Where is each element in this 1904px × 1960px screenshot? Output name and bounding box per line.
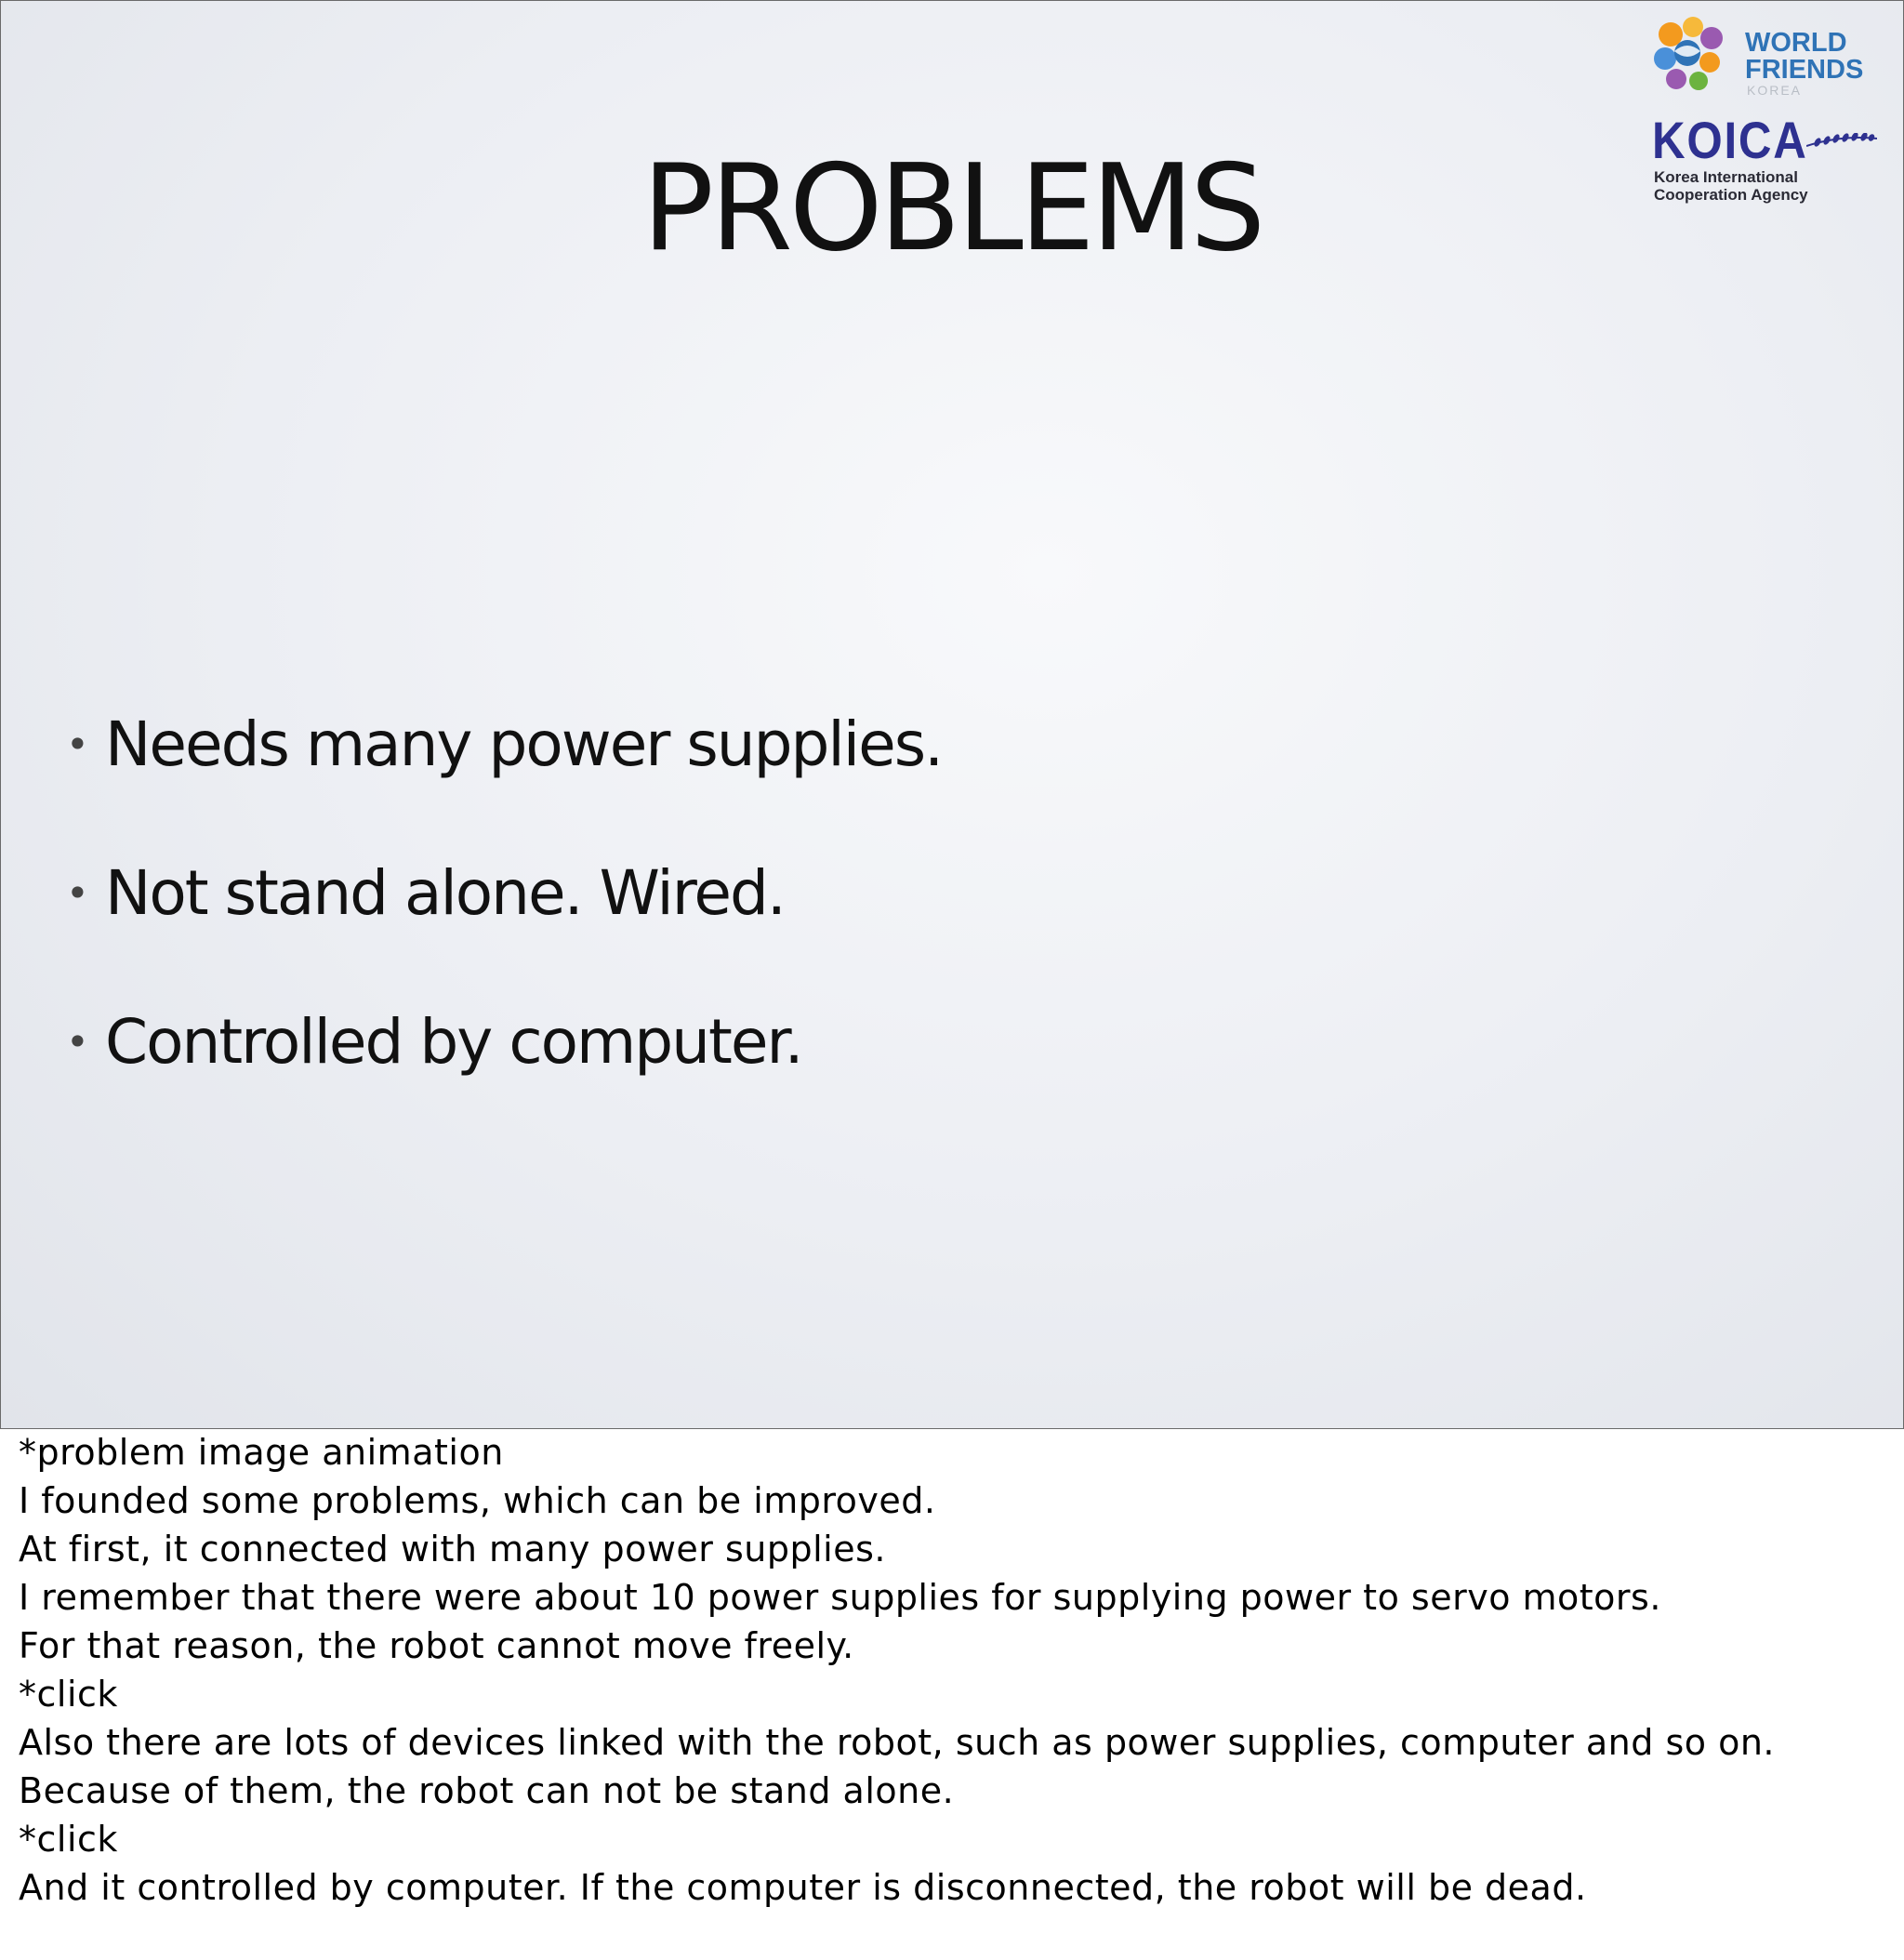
koica-wing-icon xyxy=(1806,133,1877,155)
note-line: *click xyxy=(19,1819,118,1860)
note-line: I founded some problems, which can be improved. xyxy=(19,1480,936,1521)
note-line: I remember that there were about 10 power supplies for supplying power to servo motors. xyxy=(19,1577,1661,1618)
note-line: Also there are lots of devices linked with the robot, such as power supplies, computer and so on. Because of them, the robot can not be stand alone. xyxy=(19,1722,1787,1811)
bullet-marker: • xyxy=(66,722,87,767)
bullet-text: Not stand alone. Wired. xyxy=(105,857,785,929)
speaker-notes xyxy=(19,1428,1887,1912)
note-line: *problem image animation xyxy=(19,1432,504,1473)
world-friends-line2: FRIENDS xyxy=(1745,55,1864,85)
note-line: At first, it connected with many power supplies. xyxy=(19,1529,886,1569)
note-line: *click xyxy=(19,1674,118,1715)
koica-subtitle-line1: Korea International xyxy=(1654,168,1798,186)
koica-subtitle-line2: Cooperation Agency xyxy=(1654,186,1808,204)
world-friends-line3: KOREA xyxy=(1747,83,1803,98)
koica-logo-text: KOICA xyxy=(1652,111,1808,169)
bullet-text: Controlled by computer. xyxy=(105,1006,802,1078)
bullet-marker: • xyxy=(66,1019,87,1065)
bullet-marker: • xyxy=(66,870,87,916)
note-line: For that reason, the robot cannot move freely. xyxy=(19,1625,854,1666)
world-friends-logo-icon xyxy=(1646,14,1739,98)
note-line: And it controlled by computer. If the computer is disconnected, the robot will be dead. xyxy=(19,1867,1587,1908)
logo-group xyxy=(1646,14,1879,209)
slide-title: PROBLEMS xyxy=(641,139,1263,278)
world-friends-line1: WORLD xyxy=(1745,28,1847,58)
bullet-text: Needs many power supplies. xyxy=(105,709,943,780)
